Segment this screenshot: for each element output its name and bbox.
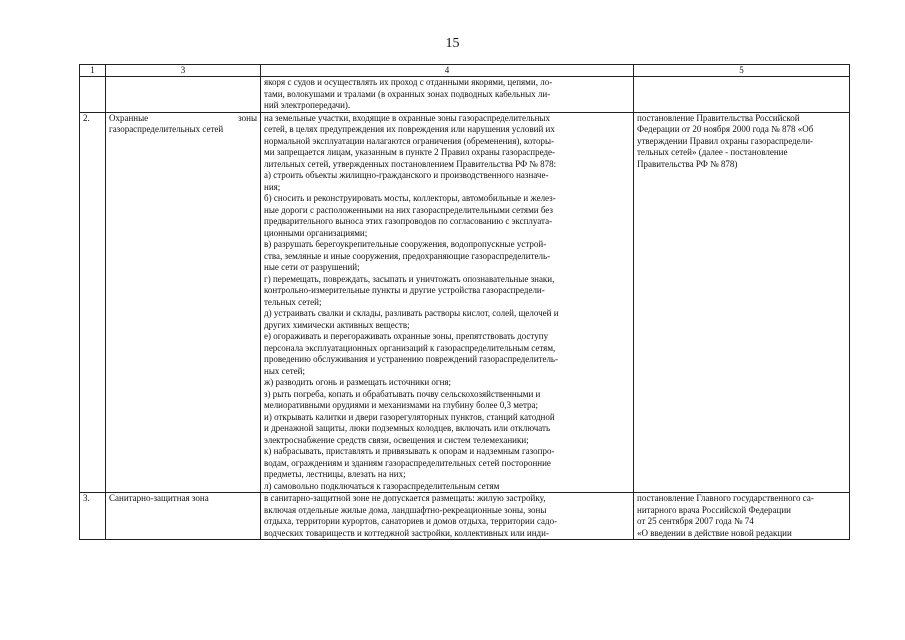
zone-name: Санитарно-защитная зона xyxy=(106,493,261,540)
text-line: нитарного врача Российской Федерации xyxy=(637,504,791,515)
cell-legal-basis xyxy=(634,77,850,113)
text-line: водам, ограждениям и зданиям газораспределительных сетей посторонние xyxy=(264,457,551,468)
text-line: ний электропередачи). xyxy=(264,100,351,110)
text-line: ж) разводить огонь и размещать источники огня; xyxy=(264,377,452,387)
row-number: 3. xyxy=(80,493,106,540)
text-line: лительных сетей, утвержденных постановлением Правительства РФ № 878: xyxy=(264,158,557,169)
cell-legal-basis xyxy=(634,493,850,540)
text-line: б) сносить и реконструировать мосты, коллекторы, автомобильные и желез- xyxy=(264,193,556,203)
text-line: тельных сетей» (далее - постановление xyxy=(637,147,788,157)
header-col-1: 1 xyxy=(80,65,106,77)
table-row-sanitary-zone xyxy=(80,493,850,540)
text-line: сетей, в целях предупреждения их повреждения или нарушения условий их xyxy=(264,124,555,134)
text-line: ми запрещается лицам, указанным в пункте 2 Правил охраны газораспреде- xyxy=(264,147,556,157)
table-row-continuation xyxy=(80,77,850,113)
text-line: и) открывать калитки и двери газорегуляторных пунктов, станций катодной xyxy=(264,411,555,422)
text-line: д) устраивать свалки и склады, разливать растворы кислот, солей, щелочей и xyxy=(264,308,559,318)
header-col-3: 3 xyxy=(106,65,261,77)
text-line: персонала эксплуатационных организаций к газораспределительным сетям, xyxy=(264,342,556,353)
cell-restrictions xyxy=(261,112,634,493)
text-line: л) самовольно подключаться к газораспределительным сетям xyxy=(264,480,500,491)
text-line: в) разрушать берегоукрепительные сооружения, водопропускные устрой- xyxy=(264,239,547,249)
header-col-5: 5 xyxy=(634,65,850,77)
text-line: якоря с судов и осуществлять их проход с отданными якорями, цепями, ло- xyxy=(264,77,553,87)
text-line: ционными организациями; xyxy=(264,227,368,238)
text-line: ных сетей; xyxy=(264,365,305,376)
text-line: Федерации от 20 ноября 2000 года № 878 «Об xyxy=(637,124,814,134)
text-line: электроснабжение средств связи, освещения и систем телемеханики; xyxy=(264,434,529,445)
text-line: в санитарно-защитной зоне не допускается размещать: жилую застройку, xyxy=(264,493,546,503)
restrictions-table xyxy=(79,64,850,540)
text-line: постановление Главного государственного са- xyxy=(637,493,814,503)
text-line: и дренажной защиты, люки подземных колодцев, включать или отключать xyxy=(264,423,551,433)
cell-name xyxy=(106,77,261,113)
text-line: проведению обслуживания и устранению повреждений газораспределитель- xyxy=(264,354,559,364)
text-line: постановление Правительства Российской xyxy=(637,112,800,123)
text-line: Правительства РФ № 878) xyxy=(637,158,738,169)
text-line: отдыха, территории курортов, санаториев и домов отдыха, территории садо- xyxy=(264,516,558,526)
table-row-gas-zones xyxy=(80,112,850,493)
text-line: к) набрасывать, приставлять и привязывать к опорам и надземным газопро- xyxy=(264,446,555,456)
text-line: водческих товариществ и коттеджной застройки, коллективных или инди- xyxy=(264,527,549,538)
text-line: мелиоративными орудиями и механизмами на глубину более 0,3 метра; xyxy=(264,400,539,410)
text-line: тельных сетей; xyxy=(264,296,322,307)
cell-legal-basis xyxy=(634,112,850,493)
text-line: «О введении в действие новой редакции xyxy=(637,527,792,538)
text-line: от 25 сентября 2007 года № 74 xyxy=(637,516,754,526)
cell-num xyxy=(80,77,106,113)
cell-restrictions xyxy=(261,493,634,540)
cell-restrictions xyxy=(261,77,634,113)
page-number: 15 xyxy=(445,36,460,51)
text-line: предварительного выноса этих газопроводов по согласованию с эксплуата- xyxy=(264,216,553,226)
text-line: нормальной эксплуатации налагаются ограничения (обременения), которы- xyxy=(264,135,555,146)
text-line: утверждении Правил охраны газораспредели- xyxy=(637,135,814,146)
text-line: е) огораживать и перегораживать охранные зоны, препятствовать доступу xyxy=(264,331,549,341)
text-line: на земельные участки, входящие в охранные зоны газораспределительных xyxy=(264,112,550,123)
text-line: ния; xyxy=(264,181,281,192)
text-line: ные сети от разрушений; xyxy=(264,262,360,272)
text-line: з) рыть погреба, копать и обрабатывать почву сельскохозяйственными и xyxy=(264,388,541,399)
row-number: 2. xyxy=(80,112,106,493)
text-line: ные дороги с расположенными на них газораспределительными сетями без xyxy=(264,204,553,215)
zone-name: Охранные зоны газораспределительных сетей xyxy=(106,112,261,493)
text-line: включая отдельные жилые дома, ландшафтно-рекреационные зоны, зоны xyxy=(264,504,547,515)
text-line: г) перемещать, повреждать, засыпать и уничтожать опознавательные знаки, xyxy=(264,273,555,284)
table-header-row xyxy=(80,65,850,77)
text-line: предметы, лестницы, влезать на них; xyxy=(264,469,406,479)
header-col-4: 4 xyxy=(261,65,634,77)
text-line: а) строить объекты жилищно-гражданского и производственного назначе- xyxy=(264,170,549,180)
text-line: тами, волокушами и тралами (в охранных зонах подводных кабельных ли- xyxy=(264,88,551,99)
text-line: ства, земляные и иные сооружения, предохраняющие газораспределитель- xyxy=(264,250,551,261)
text-line: контрольно-измерительные пункты и другие устройства газораспредели- xyxy=(264,285,545,295)
text-line: других химически активных веществ; xyxy=(264,319,410,330)
